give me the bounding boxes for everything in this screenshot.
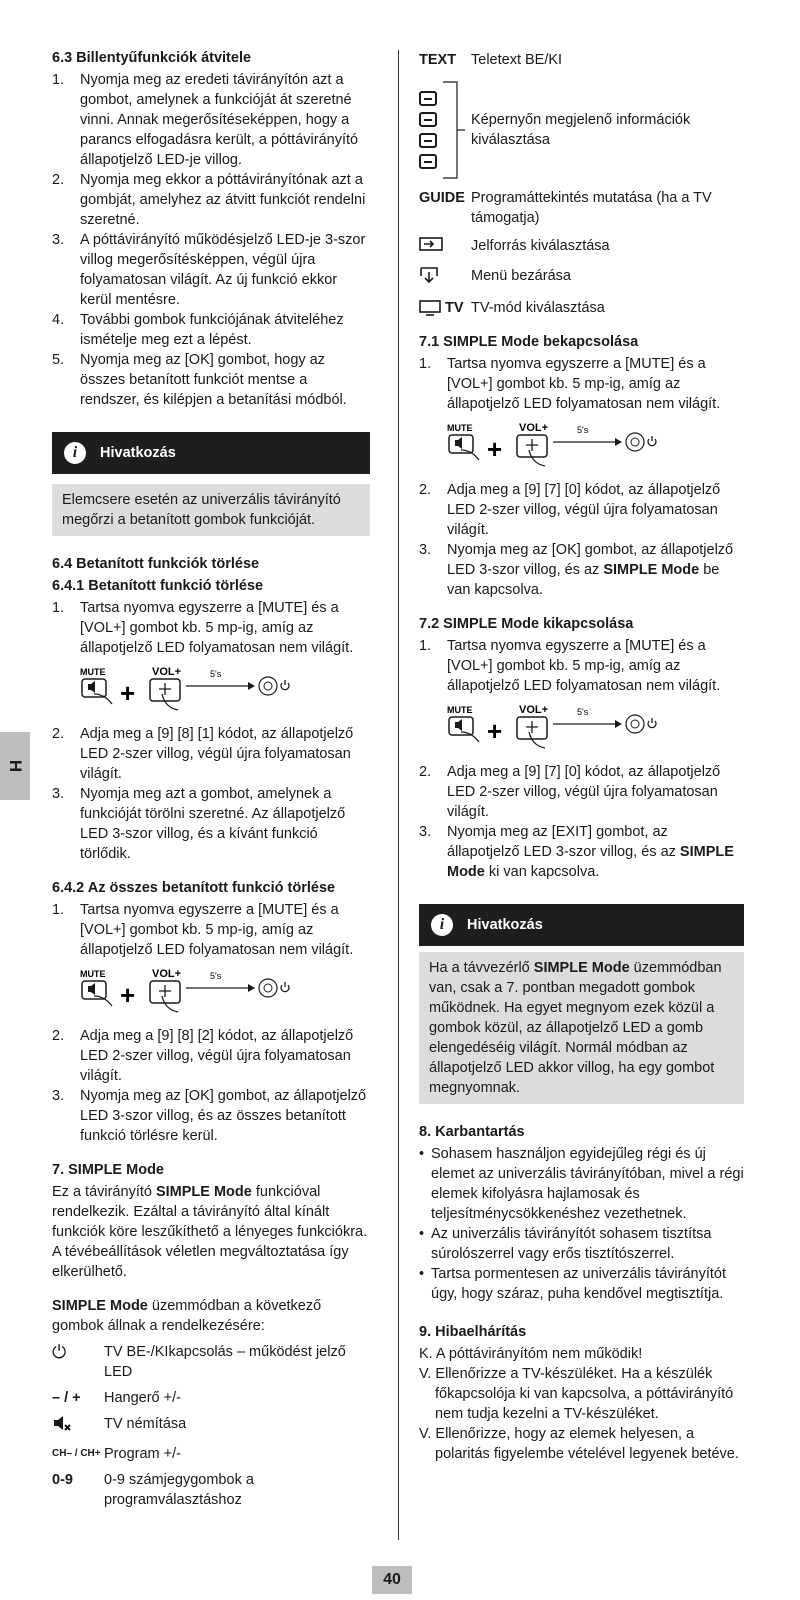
- exit-icon: [419, 266, 471, 290]
- list-item: 3. Nyomja meg az [EXIT] gombot, az állapotjelző LED 3-szor villog, és az SIMPLE Mode ki van kapcsolva.: [419, 824, 734, 880]
- list-item: 2. Adja meg a [9] [8] [1] kódot, az állapotjelző LED 2-szer villog, végül újra folyamatosan világít.: [52, 726, 354, 782]
- list-item: 1. Tartsa nyomva egyszerre a [MUTE] és a [VOL+] gombot kb. 5 mp-ig, amíg az állapotjelző LED folyamatosan nem világít.: [419, 356, 721, 412]
- faq-question: K. A póttávirányítóm nem működik!: [419, 1346, 643, 1362]
- led-core-icon: [264, 682, 272, 690]
- mute-vol-diagram: [447, 702, 744, 754]
- finger-icon: [162, 694, 178, 710]
- section-7-2-list-cont: [419, 762, 744, 882]
- section-6-4-2-list: [52, 900, 370, 960]
- key-row-exit: Menü bezárása: [419, 266, 744, 290]
- mute-vol-diagram: [447, 420, 744, 472]
- list-item: • Sohasem használjon egyidejűleg régi és új elemet az univerzális távirányítóban, mivel a régi elemek kifolyásra hajlamosak és teljesítménycsökkenéshez vezethetnek.: [419, 1144, 744, 1224]
- list-item: 2. Adja meg a [9] [8] [2] kódot, az állapotjelző LED 2-szer villog, végül újra folyamatosan világít.: [52, 1028, 354, 1084]
- finger-icon: [461, 732, 479, 742]
- key-row-guide: GUIDE Programáttekintés mutatása (ha a TV támogatja): [419, 190, 712, 226]
- time-label: 5's: [210, 971, 222, 981]
- vol-label: VOL+: [152, 666, 182, 678]
- section-7-paragraph: SIMPLE Mode üzemmódban a következő gombok állnak a rendelkezésére:: [52, 1298, 322, 1334]
- section-7-title: 7. SIMPLE Mode: [52, 1162, 164, 1178]
- vol-label: VOL+: [519, 422, 549, 434]
- button-icon: [419, 133, 437, 148]
- tv-key: TV: [419, 298, 471, 318]
- mute-icon: [52, 1414, 104, 1438]
- key-row-channel: CH– / CH+ Program +/-: [52, 1446, 181, 1462]
- arrow-head-icon: [248, 984, 255, 992]
- note-header: i Hivatkozás: [52, 432, 370, 474]
- led-icon: [259, 979, 277, 997]
- list-item: 5. Nyomja meg az [OK] gombot, hogy az összes betanított funkciót mentse a rendszer, és kilépjen a betanítási módból.: [52, 352, 347, 408]
- finger-icon: [529, 450, 545, 466]
- mute-label: MUTE: [447, 423, 473, 433]
- plus-icon: [159, 985, 171, 997]
- page-number: 40: [372, 1566, 412, 1594]
- section-9-title: 9. Hibaelhárítás: [419, 1324, 527, 1340]
- plus-sign: +: [120, 678, 136, 708]
- list-item: 1. Nyomja meg az eredeti távirányítón azt a gombot, amelynek a funkcióját át szeretné vinni. Annak megerősítéseképpen, hogy a parancs elfogadásra került, a póttávirányító állapotjelző LED-je villog.: [52, 72, 359, 168]
- list-item: • Az univerzális távirányítót sohasem tisztítsa súrolószerrel vagy erős tisztítószerrel.: [419, 1224, 744, 1264]
- power-icon: [648, 718, 656, 728]
- section-6-3-list: [52, 70, 370, 410]
- mute-label: MUTE: [80, 969, 106, 979]
- list-item: 4. További gombok funkciójának átviteléhez ismételje meg ezt a lépést.: [52, 312, 344, 348]
- list-item: 3. A póttávirányító működésjelző LED-je 3-szor villog megerősítésképpen, végül újra folyamatosan világít. Az új funkció ekkor kerül mentésre.: [52, 232, 366, 308]
- key-row-text: TEXT Teletext BE/KI: [419, 52, 563, 68]
- info-icon: i: [431, 914, 453, 936]
- section-6-4-1-title: 6.4.1 Betanított funkció törlése: [52, 578, 264, 594]
- vol-label: VOL+: [152, 968, 182, 980]
- section-8-title: 8. Karbantartás: [419, 1124, 525, 1140]
- key-row-source: Jelforrás kiválasztása: [419, 236, 744, 258]
- button-icon: [419, 112, 437, 127]
- finger-icon: [162, 996, 178, 1012]
- power-icon: [281, 982, 289, 992]
- info-icon: i: [64, 442, 86, 464]
- column-divider: [398, 50, 399, 1540]
- finger-icon: [461, 450, 479, 460]
- arrow-head-icon: [615, 720, 622, 728]
- time-label: 5's: [210, 669, 222, 679]
- info-buttons: [419, 91, 437, 169]
- bracket-icon: [437, 78, 471, 182]
- section-7-2-title: 7.2 SIMPLE Mode kikapcsolása: [419, 616, 634, 632]
- section-7-1-list-cont: [419, 480, 744, 600]
- led-core-icon: [631, 438, 639, 446]
- power-icon: [281, 680, 289, 690]
- list-item: • Tartsa pormentesen az univerzális távirányítót úgy, hogy száraz, puha kendővel megtisztítja.: [419, 1264, 744, 1304]
- button-icon: [419, 91, 437, 106]
- section-6-4-2-title: 6.4.2 Az összes betanított funkció törlése: [52, 880, 336, 896]
- list-item: 2. Adja meg a [9] [7] [0] kódot, az állapotjelző LED 2-szer villog, végül újra folyamatosan világít.: [419, 482, 721, 538]
- plus-icon: [526, 439, 538, 451]
- mute-icon: [455, 719, 462, 731]
- mute-vol-diagram: [80, 664, 370, 716]
- list-item: 3. Nyomja meg az [OK] gombot, az állapotjelző LED 3-szor villog, és az SIMPLE Mode be van kapcsolva.: [419, 542, 734, 598]
- vol-label: VOL+: [519, 704, 549, 716]
- faq-answer: V. Ellenőrizze, hogy az elemek helyesen, a polaritás figyelembe vételével legyenek betéve.: [419, 1426, 739, 1462]
- time-label: 5's: [577, 707, 589, 717]
- section-7-paragraph: Ez a távirányító SIMPLE Mode funkcióval rendelkezik. Ezáltal a távirányító által kínált funkciók köre leszűkíthető a lényeges funkciókra.: [52, 1184, 368, 1240]
- mute-label: MUTE: [80, 667, 106, 677]
- button-icon: [419, 154, 437, 169]
- right-column: [419, 50, 744, 1464]
- finger-icon: [529, 732, 545, 748]
- led-icon: [626, 433, 644, 451]
- section-6-4-2-list-cont: [52, 1026, 370, 1146]
- led-icon: [259, 677, 277, 695]
- list-item: 2. Nyomja meg ekkor a póttávirányítónak azt a gombját, amelyhez az átvitt funkciót rendelni szeretné.: [52, 172, 366, 228]
- list-item: 1. Tartsa nyomva egyszerre a [MUTE] és a [VOL+] gombot kb. 5 mp-ig, amíg az állapotjelző LED folyamatosan nem világít.: [52, 902, 354, 958]
- section-7-1-title: 7.1 SIMPLE Mode bekapcsolása: [419, 334, 639, 350]
- section-8-list: [419, 1144, 744, 1304]
- key-row-digits: 0-9 0-9 számjegygombok a programválasztáshoz: [52, 1472, 254, 1508]
- note-body: Elemcsere esetén az univerzális távirányító megőrzi a betanított gombok funkcióját.: [52, 484, 370, 536]
- list-item: 3. Nyomja meg azt a gombot, amelynek a funkcióját törölni szeretné. Az állapotjelző LED 3-szor villog, és a kívánt funkció törlődik.: [52, 786, 346, 862]
- faq-answer: V. Ellenőrizze a TV-készüléket. Ha a készülék főkapcsolója ki van kapcsolva, a póttávirányító nem tudja kezelni a TV-készüléket.: [419, 1366, 734, 1422]
- plus-icon: [526, 721, 538, 733]
- section-6-4-title: 6.4 Betanított funkciók törlése: [52, 556, 260, 572]
- language-tab: H: [0, 732, 30, 800]
- plus-sign: +: [487, 716, 503, 746]
- time-label: 5's: [577, 425, 589, 435]
- power-icon: [648, 436, 656, 446]
- mute-vol-diagram: [80, 966, 370, 1018]
- arrow-head-icon: [615, 438, 622, 446]
- section-7-2-list: [419, 636, 744, 696]
- section-6-4-1-list: [52, 598, 370, 658]
- note-body: Ha a távvezérlő SIMPLE Mode üzemmódban van, csak a 7. pontban megadott gombok működnek. Ha egyet megnyom ezek közül a gombok közül, az állapotjelző LED a gomb elengedéséig világít. Normál módban az állapotjelző LED akkor villog, ha egy gombot megnyomnak.: [419, 952, 744, 1104]
- power-icon: ⏻: [52, 1342, 67, 1362]
- plus-sign: +: [120, 980, 136, 1010]
- section-6-4-1-list-cont: [52, 724, 370, 864]
- led-core-icon: [631, 720, 639, 728]
- mute-icon: [88, 681, 95, 693]
- plus-icon: [159, 683, 171, 695]
- key-row-volume: – / + Hangerő +/-: [52, 1390, 181, 1406]
- mute-icon: [455, 437, 462, 449]
- mute-icon: [88, 983, 95, 995]
- arrow-head-icon: [248, 682, 255, 690]
- plus-sign: +: [487, 434, 503, 464]
- led-icon: [626, 715, 644, 733]
- key-row-tv: TV TV-mód kiválasztása: [419, 298, 744, 318]
- key-row-power: ⏻ TV BE-/KIkapcsolás – működést jelző LED: [52, 1342, 346, 1380]
- source-icon: [419, 236, 471, 258]
- list-item: 3. Nyomja meg az [OK] gombot, az állapotjelző LED 3-szor villog, és az összes betanított funkció törlésre kerül.: [52, 1088, 367, 1144]
- note-header: i Hivatkozás: [419, 904, 744, 946]
- section-6-3-title: 6.3 Billentyűfunkciók átvitele: [52, 50, 252, 66]
- mute-label: MUTE: [447, 705, 473, 715]
- finger-icon: [94, 996, 112, 1006]
- led-core-icon: [264, 984, 272, 992]
- left-column: [52, 48, 370, 1510]
- list-item: 1. Tartsa nyomva egyszerre a [MUTE] és a [VOL+] gombot kb. 5 mp-ig, amíg az állapotjelző LED folyamatosan nem világít.: [52, 600, 354, 656]
- key-row-mute: TV némítása: [52, 1414, 370, 1438]
- section-7-paragraph: A tévébeállítások véletlen megváltoztatása így elkerülhető.: [52, 1244, 349, 1280]
- key-row-info: Képernyőn megjelenő információk kiválasztása: [419, 78, 744, 182]
- tv-icon: [419, 300, 441, 316]
- list-item: 2. Adja meg a [9] [7] [0] kódot, az állapotjelző LED 2-szer villog, végül újra folyamatosan világít.: [419, 764, 721, 820]
- section-7-1-list: [419, 354, 744, 414]
- list-item: 1. Tartsa nyomva egyszerre a [MUTE] és a [VOL+] gombot kb. 5 mp-ig, amíg az állapotjelző LED folyamatosan nem világít.: [419, 638, 721, 694]
- finger-icon: [94, 694, 112, 704]
